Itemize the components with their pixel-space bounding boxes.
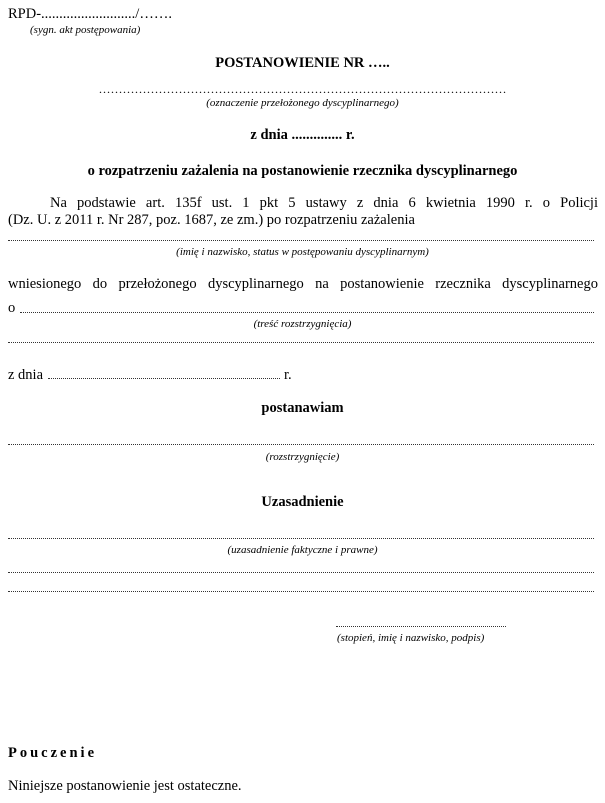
justification-dotted-line-2 xyxy=(8,572,594,573)
superior-dots: ………………………………………………………………………………………… xyxy=(98,82,507,96)
document-title: POSTANOWIENIE NR ….. xyxy=(215,55,390,71)
decision-heading: postanawiam xyxy=(261,400,344,416)
body-line-1: Na podstawie art. 135f ust. 1 pkt 5 ustawy z dnia 6 kwietnia 1990 r. o Policji xyxy=(50,195,598,211)
superior-note: (oznaczenie przełożonego dyscyplinarnego) xyxy=(206,97,399,109)
justification-dotted-line-1 xyxy=(8,538,594,539)
content-dotted-line-2 xyxy=(8,342,594,343)
document-date: z dnia .............. r. xyxy=(250,127,355,143)
body-line-2: (Dz. U. z 2011 r. Nr 287, poz. 1687, ze zm.) po rozpatrzeniu zażalenia xyxy=(8,212,415,228)
body-line-3: wniesionego do przełożonego dyscyplinarnego na postanowienie rzecznika dyscyplinarnego xyxy=(8,276,598,292)
signature-dotted-line xyxy=(336,626,506,627)
content-dotted-line xyxy=(20,312,594,313)
date-suffix: r. xyxy=(284,367,292,383)
case-reference: RPD-........................../……. xyxy=(8,6,172,22)
body-line-4-prefix: o xyxy=(8,300,16,316)
date-dotted-line xyxy=(48,378,280,379)
justification-dotted-line-3 xyxy=(8,591,594,592)
person-dotted-line xyxy=(8,240,594,241)
justification-heading: Uzasadnienie xyxy=(261,494,344,510)
date-prefix: z dnia xyxy=(8,367,44,383)
signature-note: (stopień, imię i nazwisko, podpis) xyxy=(337,632,485,644)
instruction-text: Niniejsze postanowienie jest ostateczne. xyxy=(8,778,242,794)
case-reference-note: (sygn. akt postępowania) xyxy=(30,24,141,36)
decision-dotted-line xyxy=(8,444,594,445)
document-subject: o rozpatrzeniu zażalenia na postanowienie rzecznika dyscyplinarnego xyxy=(87,163,518,179)
person-note: (imię i nazwisko, status w postępowaniu dyscyplinarnym) xyxy=(176,246,429,258)
instruction-heading: Pouczenie xyxy=(8,745,98,761)
content-note: (treść rozstrzygnięcia) xyxy=(253,318,352,330)
justification-note: (uzasadnienie faktyczne i prawne) xyxy=(227,544,378,556)
decision-note: (rozstrzygnięcie) xyxy=(265,451,340,463)
